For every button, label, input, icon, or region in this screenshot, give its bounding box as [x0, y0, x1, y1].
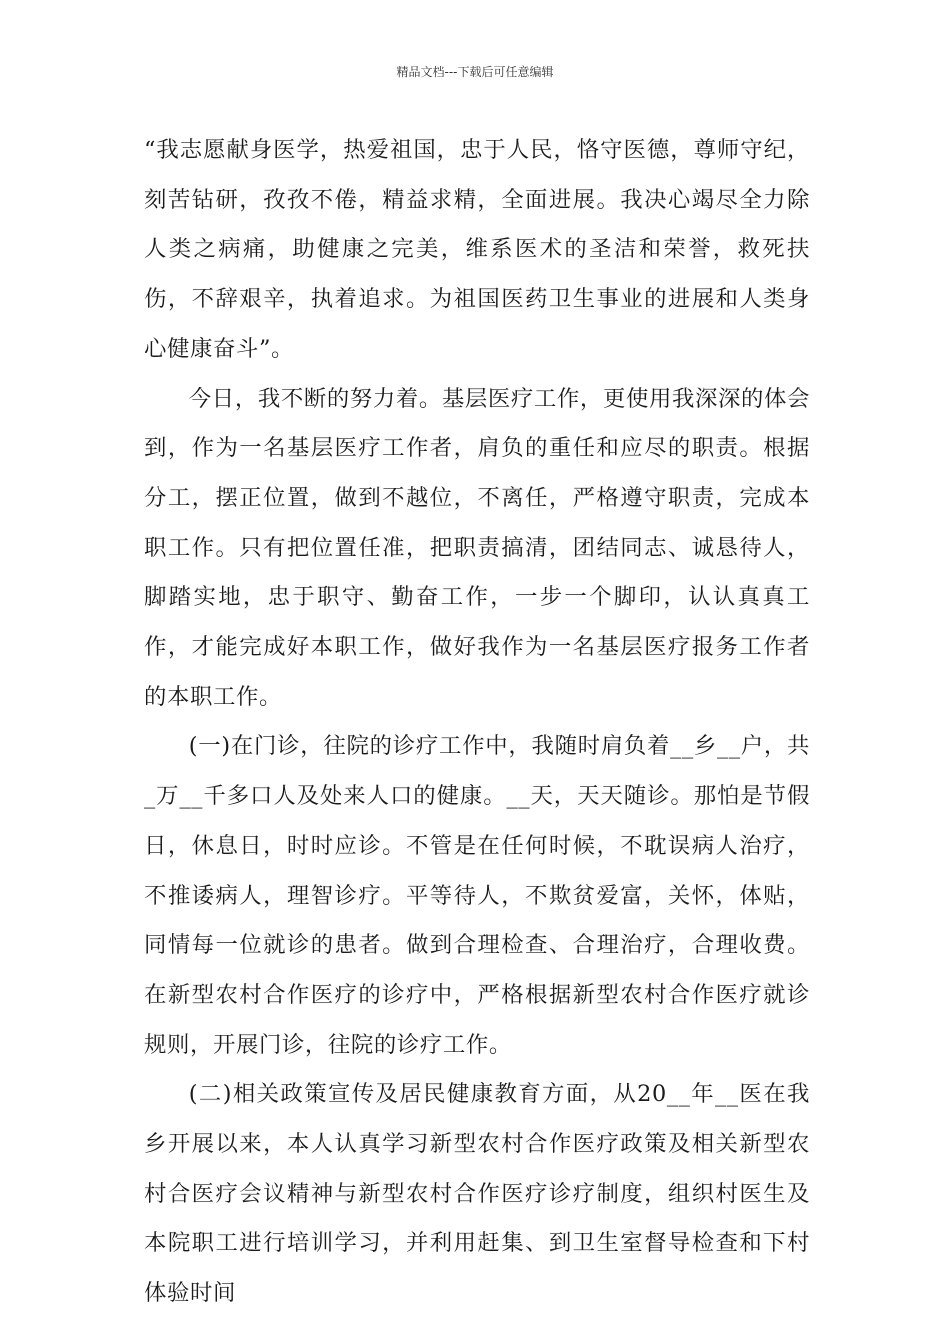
paragraph-outpatient: (一)在门诊，往院的诊疗工作中，我随时肩负着__乡__户，共_万__千多口人及处来人口的健康。__天，天天随诊。那怕是节假日，休息日，时时应诊。不管是在任何时候，不耽误病人治疗，不推诿病人，理智诊疗。平等待人，不欺贫爱富，关怀，体贴，同情每一位就诊的患者。做到合理检查、合理治疗，合理收费。在新型农村合作医疗的诊疗中，严格根据新型农村合作医疗就诊规则，开展门诊，往院的诊疗工作。	[144, 733, 810, 1058]
page-header: 精品文档---下载后可任意编辑	[396, 65, 554, 79]
paragraph-duty: 今日，我不断的努力着。基层医疗工作，更使用我深深的体会到，作为一名基层医疗工作者，肩负的重任和应尽的职责。根据分工，摆正位置，做到不越位，不离任，严格遵守职责，完成本职工作。只有把位置任准，把职责搞清，团结同志、诚恳待人，脚踏实地，忠于职守、勤奋工作，一步一个脚印，认认真真工作，才能完成好本职工作，做好我作为一名基层医疗报务工作者的本职工作。	[144, 385, 810, 710]
paragraph-policy-education: (二)相关政策宣传及居民健康教育方面，从20__年__医在我乡开展以来，本人认真学习新型农村合作医疗政策及相关新型农村合医疗会议精神与新型农村合作医疗诊疗制度，组织村医生及本院职工进行培训学习，并利用赶集、到卫生室督导检查和下村体验时间	[144, 1081, 810, 1307]
paragraph-oath-quote: “我志愿献身医学，热爱祖国，忠于人民，恪守医德，尊师守纪，刻苦钻研，孜孜不倦，精益求精，全面进展。我决心竭尽全力除人类之病痛，助健康之完美，维系医术的圣洁和荣誉，救死扶伤，不辞艰辛，执着追求。为祖国医药卫生事业的进展和人类身心健康奋斗”。	[144, 137, 810, 362]
document-body	[144, 126, 810, 1319]
